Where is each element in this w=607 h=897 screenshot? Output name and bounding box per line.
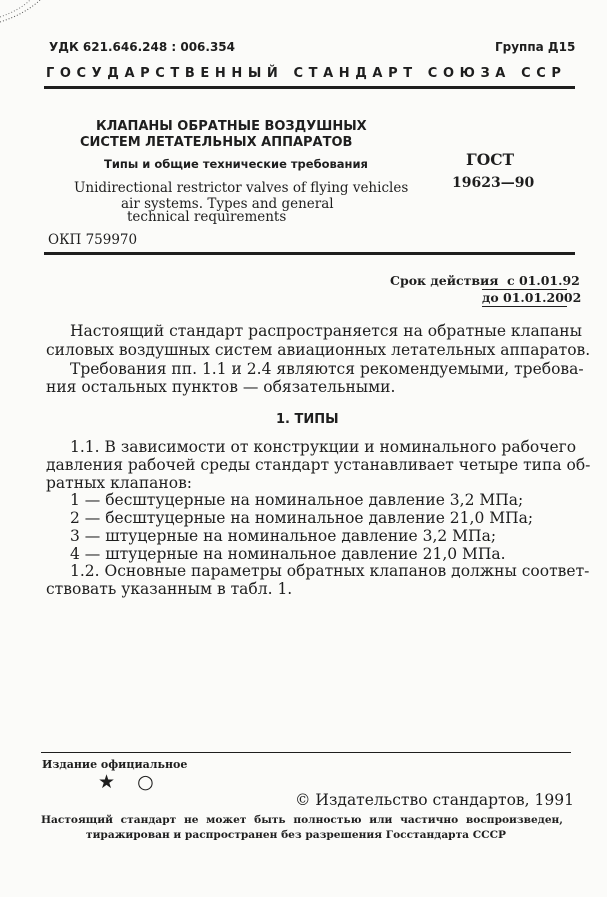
section-line: ствовать указанным в табл. 1. — [46, 580, 293, 598]
section-line: 1.1. В зависимости от конструкции и номинального рабочего — [70, 438, 577, 456]
copyright-notice-line1: Настоящий стандарт не может быть полностью или частично воспроизведен, — [41, 814, 563, 826]
section-heading: 1. ТИПЫ — [276, 412, 339, 427]
intro-line: ния остальных пунктов — обязательными. — [46, 378, 396, 396]
validity-to: до 01.01.2002 — [482, 290, 582, 305]
validity-from: с 01.01.92 — [507, 273, 580, 288]
intro-line: Требования пп. 1.1 и 2.4 являются рекомендуемыми, требова- — [70, 360, 584, 378]
english-title-line1: Unidirectional restrictor valves of flying vehicles — [74, 180, 409, 196]
english-title-line3: technical requirements — [127, 209, 287, 225]
copyright-line: © Издательство стандартов, 1991 — [295, 791, 574, 809]
copyright-notice-line2: тиражирован и распространен без разрешения Госстандарта СССР — [86, 829, 506, 841]
type-item-4: 4 — штуцерные на номинальное давление 21,0 МПа. — [70, 545, 506, 563]
validity-label: Срок действия — [390, 273, 499, 288]
udk-code: УДК 621.646.248 : 006.354 — [49, 40, 235, 54]
corner-decoration — [0, 0, 60, 30]
group-code: Группа Д15 — [495, 40, 576, 54]
document-title-line2: СИСТЕМ ЛЕТАТЕЛЬНЫХ АППАРАТОВ — [80, 135, 353, 150]
intro-line: Настоящий стандарт распространяется на обратные клапаны — [70, 322, 582, 340]
footer-rule — [41, 752, 571, 753]
type-item-3: 3 — штуцерные на номинальное давление 3,2 МПа; — [70, 527, 497, 545]
document-subtitle: Типы и общие технические требования — [104, 157, 368, 171]
validity-underline-2 — [482, 306, 567, 307]
edition-symbols: ★ ○ — [98, 771, 162, 793]
gost-number: 19623—90 — [452, 175, 535, 191]
type-item-2: 2 — бесштуцерные на номинальное давление 21,0 МПа; — [70, 509, 534, 527]
type-item-1: 1 — бесштуцерные на номинальное давление 3,2 МПа; — [70, 491, 524, 509]
gost-label: ГОСТ — [466, 150, 515, 169]
title-rule — [44, 252, 575, 255]
edition-label: Издание официальное — [42, 758, 188, 771]
section-line: 1.2. Основные параметры обратных клапанов должны соответ- — [70, 562, 590, 580]
okp-code: ОКП 759970 — [48, 232, 138, 248]
banner-title: ГОСУДАРСТВЕННЫЙ СТАНДАРТ СОЮЗА ССР — [46, 66, 567, 81]
document-title-line1: КЛАПАНЫ ОБРАТНЫЕ ВОЗДУШНЫХ — [96, 119, 367, 134]
section-line: ратных клапанов: — [46, 474, 193, 492]
section-line: давления рабочей среды стандарт устанавливает четыре типа об- — [46, 456, 591, 474]
intro-line: силовых воздушных систем авиационных летательных аппаратов. — [46, 341, 591, 359]
english-title-line2: air systems. Types and general — [121, 196, 334, 212]
header-rule — [44, 86, 575, 89]
